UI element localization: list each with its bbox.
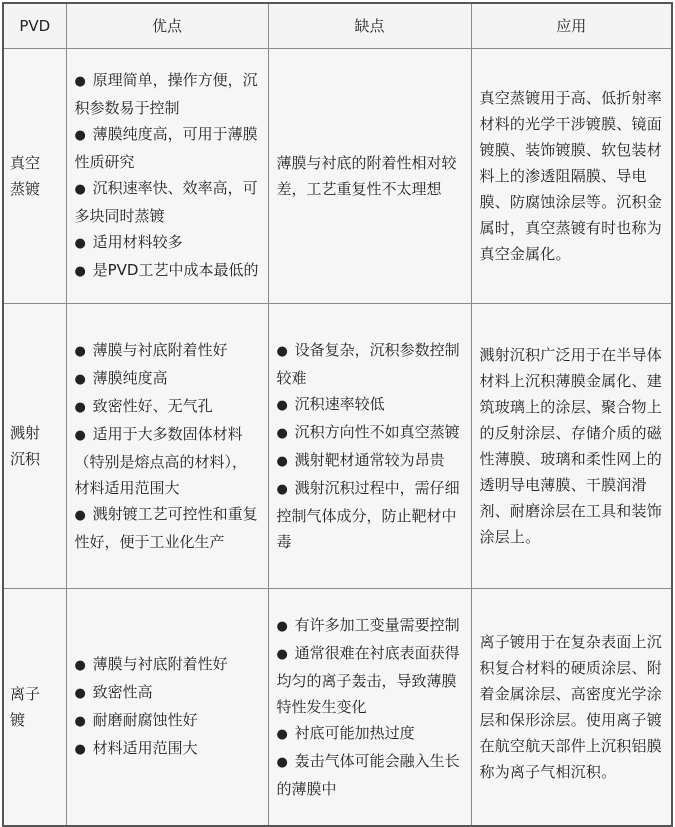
bullet-icon: ● — [74, 74, 86, 89]
application-text: 溅射沉积广泛用于在半导体材料上沉积薄膜金属化、建筑玻璃上的涂层、聚合物上的反射涂层、存储介质的磁性薄膜、玻璃和柔性网上的透明导电薄膜、干膜润滑剂、耐磨涂层在工具和装饰涂层上。 — [479, 346, 662, 546]
cons-cell — [268, 304, 471, 589]
table-row — [3, 304, 672, 589]
bullet-icon: ● — [276, 727, 288, 742]
list-item: ● 适用材料较多 — [74, 233, 183, 251]
list-item: ● 致密性好、无气孔 — [74, 397, 213, 415]
bullet-icon: ● — [74, 182, 86, 197]
list-item: ● 有许多加工变量需要控制 — [276, 616, 460, 634]
application-text: 真空蒸镀用于高、低折射率材料的光学干涉镀膜、镜面镀膜、装饰镀膜、软包装材料上的渗透阻隔膜、导电膜、防腐蚀涂层等。沉积金属时，真空蒸镀有时也称为真空金属化。 — [479, 89, 662, 263]
list-item: ● 薄膜与衬底附着性好 — [74, 341, 228, 359]
method-name-cell — [3, 304, 66, 589]
header-row — [3, 3, 672, 49]
bullet-icon: ● — [74, 714, 86, 729]
list-item: ● 薄膜纯度高 — [74, 369, 168, 387]
bullet-icon: ● — [74, 742, 86, 757]
pvd-comparison-table-wrapper — [2, 2, 671, 827]
list-item: ● 是PVD工艺中成本最低的 — [74, 261, 259, 279]
bullet-icon: ● — [74, 264, 86, 279]
method-name: 离子 镀 — [10, 685, 41, 729]
application-cell — [471, 589, 672, 827]
method-name: 真空 蒸镀 — [10, 154, 41, 198]
pros-cell — [66, 304, 268, 589]
method-name-cell — [3, 49, 66, 304]
bullet-icon: ● — [74, 344, 86, 359]
application-cell — [471, 304, 672, 589]
bullet-icon: ● — [74, 128, 86, 143]
pros-cell — [66, 49, 268, 304]
list-item: ● 原理简单，操作方便，沉积参数易于控制 — [74, 71, 258, 117]
list-item: ● 溅射镀工艺可控性和重复性好，便于工业化生产 — [74, 505, 258, 551]
bullet-icon: ● — [276, 647, 288, 662]
bullet-icon: ● — [74, 428, 86, 443]
list-item: ● 衬底可能加热过度 — [276, 724, 415, 742]
list-item: ● 沉积方向性不如真空蒸镀 — [276, 423, 460, 441]
bullet-icon: ● — [276, 426, 288, 441]
application-text: 离子镀用于在复杂表面上沉积复合材料的硬质涂层、附着金属涂层、高密度光学涂层和保形涂层。使用离子镀在航空航天部件上沉积铝膜称为离子气相沉积。 — [479, 633, 662, 781]
bullet-icon: ● — [74, 236, 86, 251]
bullet-icon: ● — [74, 400, 86, 415]
cons-cell — [268, 589, 471, 827]
bullet-icon: ● — [276, 619, 288, 634]
method-name: 溅射 沉积 — [10, 424, 41, 468]
bullet-icon: ● — [74, 658, 86, 673]
cons-cell — [268, 49, 471, 304]
bullet-icon: ● — [276, 755, 288, 770]
list-item: ● 薄膜与衬底附着性好 — [74, 655, 228, 673]
list-item: ● 适用于大多数固体材料（特别是熔点高的材料），材料适用范围大 — [74, 425, 248, 497]
bullet-icon: ● — [276, 482, 288, 497]
list-item: ● 薄膜纯度高，可用于薄膜性质研究 — [74, 125, 258, 171]
header-application: 应用 — [471, 3, 672, 49]
header-cons: 缺点 — [268, 3, 471, 49]
list-item: ● 致密性高 — [74, 683, 153, 701]
pvd-comparison-table — [2, 2, 673, 827]
header-pvd: PVD — [3, 3, 66, 49]
list-item: ● 沉积速率较低 — [276, 395, 385, 413]
list-item: ● 沉积速率快、效率高，可多块同时蒸镀 — [74, 179, 258, 225]
list-item: ● 轰击气体可能会融入生长的薄膜中 — [276, 752, 460, 798]
bullet-icon: ● — [74, 686, 86, 701]
method-name-cell — [3, 589, 66, 827]
table-row — [3, 589, 672, 827]
bullet-icon: ● — [276, 344, 288, 359]
bullet-icon: ● — [74, 372, 86, 387]
list-item: ● 通常很难在衬底表面获得均匀的离子轰击，导致薄膜特性发生变化 — [276, 644, 460, 716]
list-item: ● 耐磨耐腐蚀性好 — [74, 711, 198, 729]
application-cell — [471, 49, 672, 304]
bullet-icon: ● — [276, 454, 288, 469]
list-item: ● 设备复杂，沉积参数控制较难 — [276, 341, 460, 387]
list-item: ● 溅射靶材通常较为昂贵 — [276, 451, 445, 469]
cons-text: 薄膜与衬底的附着性相对较差，工艺重复性不太理想 — [276, 154, 457, 198]
bullet-icon: ● — [74, 508, 86, 523]
header-pros: 优点 — [66, 3, 268, 49]
pros-cell — [66, 589, 268, 827]
bullet-icon: ● — [276, 398, 288, 413]
list-item: ● 溅射沉积过程中，需仔细控制气体成分，防止靶材中毒 — [276, 479, 460, 551]
table-row — [3, 49, 672, 304]
list-item: ● 材料适用范围大 — [74, 739, 198, 757]
